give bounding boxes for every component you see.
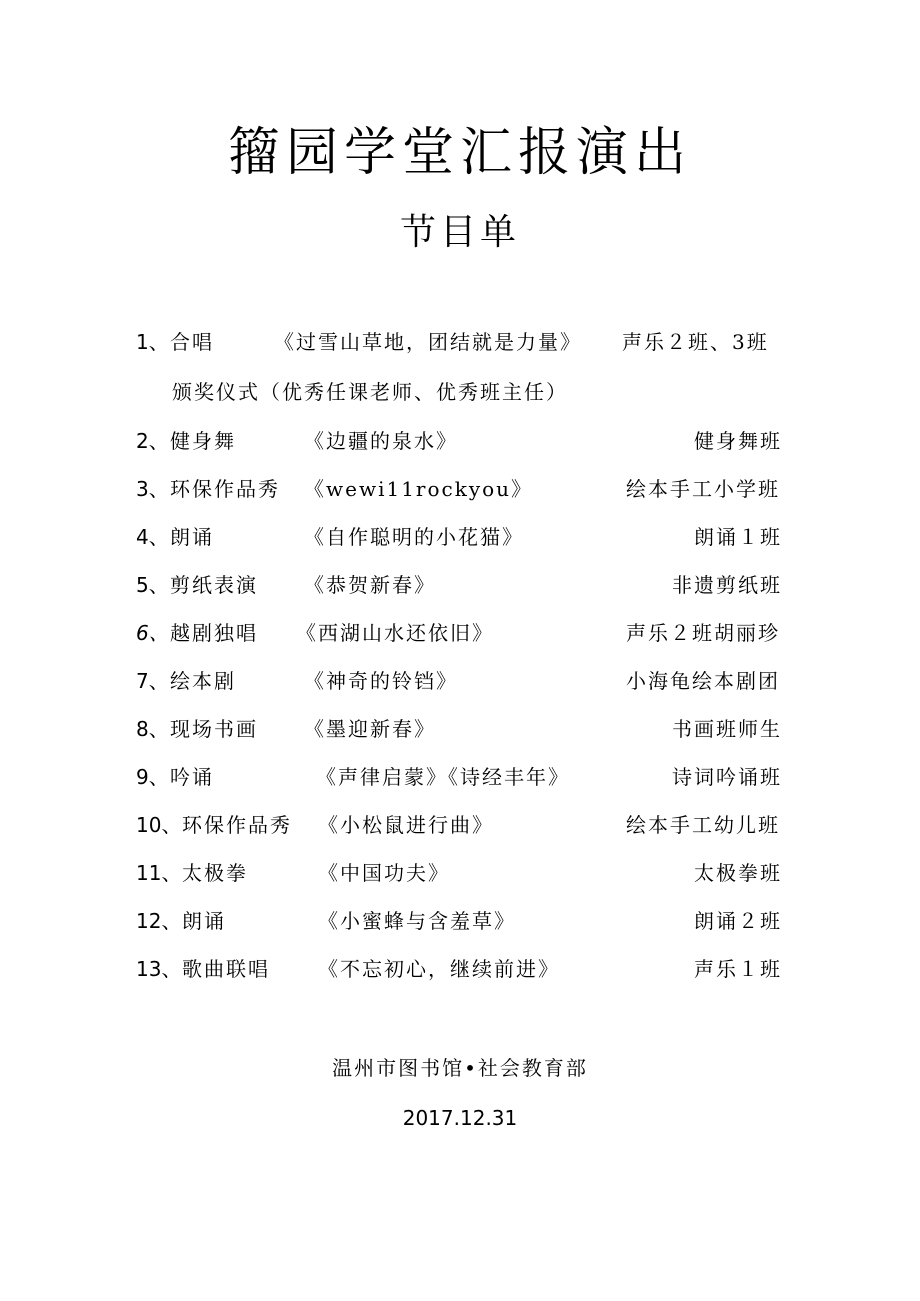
item-category: 吟诵 — [170, 765, 214, 789]
program-item-1 — [0, 320, 920, 364]
item-performer: 朗诵１班 — [694, 525, 782, 549]
item-work: 《小蜜蜂与含羞草》 — [318, 909, 516, 933]
item-category: 歌曲联唱 — [182, 957, 270, 981]
program-item-10 — [0, 803, 920, 847]
item-category: 太极拳 — [182, 861, 248, 885]
program-item-8 — [0, 707, 920, 751]
item-work: 《不忘初心，继续前进》 — [318, 957, 560, 981]
item-performer: 朗诵２班 — [694, 909, 782, 933]
item-number: 13、 — [136, 957, 182, 981]
item-number: 6、 — [136, 621, 169, 645]
item-work: 《恭贺新春》 — [304, 573, 436, 597]
item-category: 合唱 — [170, 330, 214, 354]
item-work: 《中国功夫》 — [318, 861, 450, 885]
item-number: 8、 — [136, 717, 169, 741]
item-work: 《小松鼠进行曲》 — [318, 813, 494, 837]
item-category: 越剧独唱 — [170, 621, 258, 645]
program-item-5 — [0, 563, 920, 607]
award-ceremony-note: 颁奖仪式（优秀任课老师、优秀班主任） — [172, 380, 568, 404]
item-category: 现场书画 — [170, 717, 258, 741]
item-number: 7、 — [136, 669, 169, 693]
item-category: 健身舞 — [170, 429, 236, 453]
item-number: 10、 — [136, 813, 182, 837]
program-item-2 — [0, 419, 920, 463]
program-note — [0, 370, 920, 414]
item-performer: 声乐２班胡丽珍 — [626, 621, 780, 645]
date: 2017.12.31 — [402, 1106, 518, 1130]
program-item-12 — [0, 899, 920, 943]
item-category: 绘本剧 — [170, 669, 236, 693]
program-item-7 — [0, 659, 920, 703]
item-number: 9、 — [136, 765, 169, 789]
item-number: 12、 — [136, 909, 182, 933]
item-performer: 小海龟绘本剧团 — [626, 669, 780, 693]
item-performer: 诗词吟诵班 — [672, 765, 782, 789]
item-number: 1、 — [136, 330, 169, 354]
item-number: 4、 — [136, 525, 169, 549]
program-item-6 — [0, 611, 920, 655]
item-number: 2、 — [136, 429, 169, 453]
item-performer: 绘本手工幼儿班 — [626, 813, 780, 837]
item-number: 11、 — [136, 861, 182, 885]
item-number: 5、 — [136, 573, 169, 597]
item-performer: 非遗剪纸班 — [672, 573, 782, 597]
item-category: 环保作品秀 — [170, 477, 280, 501]
item-performer: 健身舞班 — [694, 429, 782, 453]
item-work: 《过雪山草地，团结就是力量》 — [274, 330, 582, 354]
item-category: 朗诵 — [170, 525, 214, 549]
item-performer: 太极拳班 — [694, 861, 782, 885]
item-performer: 声乐２班、3班 — [622, 330, 769, 354]
page-subtitle: 节目单 — [399, 212, 520, 253]
item-category: 朗诵 — [182, 909, 226, 933]
item-work: 《自作聪明的小花猫》 — [304, 525, 524, 549]
program-item-9 — [0, 755, 920, 799]
item-work: 《声律启蒙》《诗经丰年》 — [316, 765, 570, 789]
program-item-11 — [0, 851, 920, 895]
item-performer: 声乐１班 — [694, 957, 782, 981]
organization: 温州市图书馆•社会教育部 — [332, 1056, 588, 1080]
program-item-4 — [0, 515, 920, 559]
item-category: 剪纸表演 — [170, 573, 258, 597]
program-item-3 — [0, 467, 920, 511]
item-work: 《神奇的铃铛》 — [304, 669, 458, 693]
program-item-13 — [0, 947, 920, 991]
item-category: 环保作品秀 — [182, 813, 292, 837]
item-work: 《wewi11rockyou》 — [304, 477, 534, 501]
item-work: 《墨迎新春》 — [304, 717, 436, 741]
item-performer: 书画班师生 — [672, 717, 782, 741]
page-title: 籀园学堂汇报演出 — [227, 123, 692, 183]
item-performer: 绘本手工小学班 — [626, 477, 780, 501]
item-work: 《西湖山水还依旧》 — [296, 621, 494, 645]
item-number: 3、 — [136, 477, 169, 501]
item-work: 《边疆的泉水》 — [304, 429, 458, 453]
